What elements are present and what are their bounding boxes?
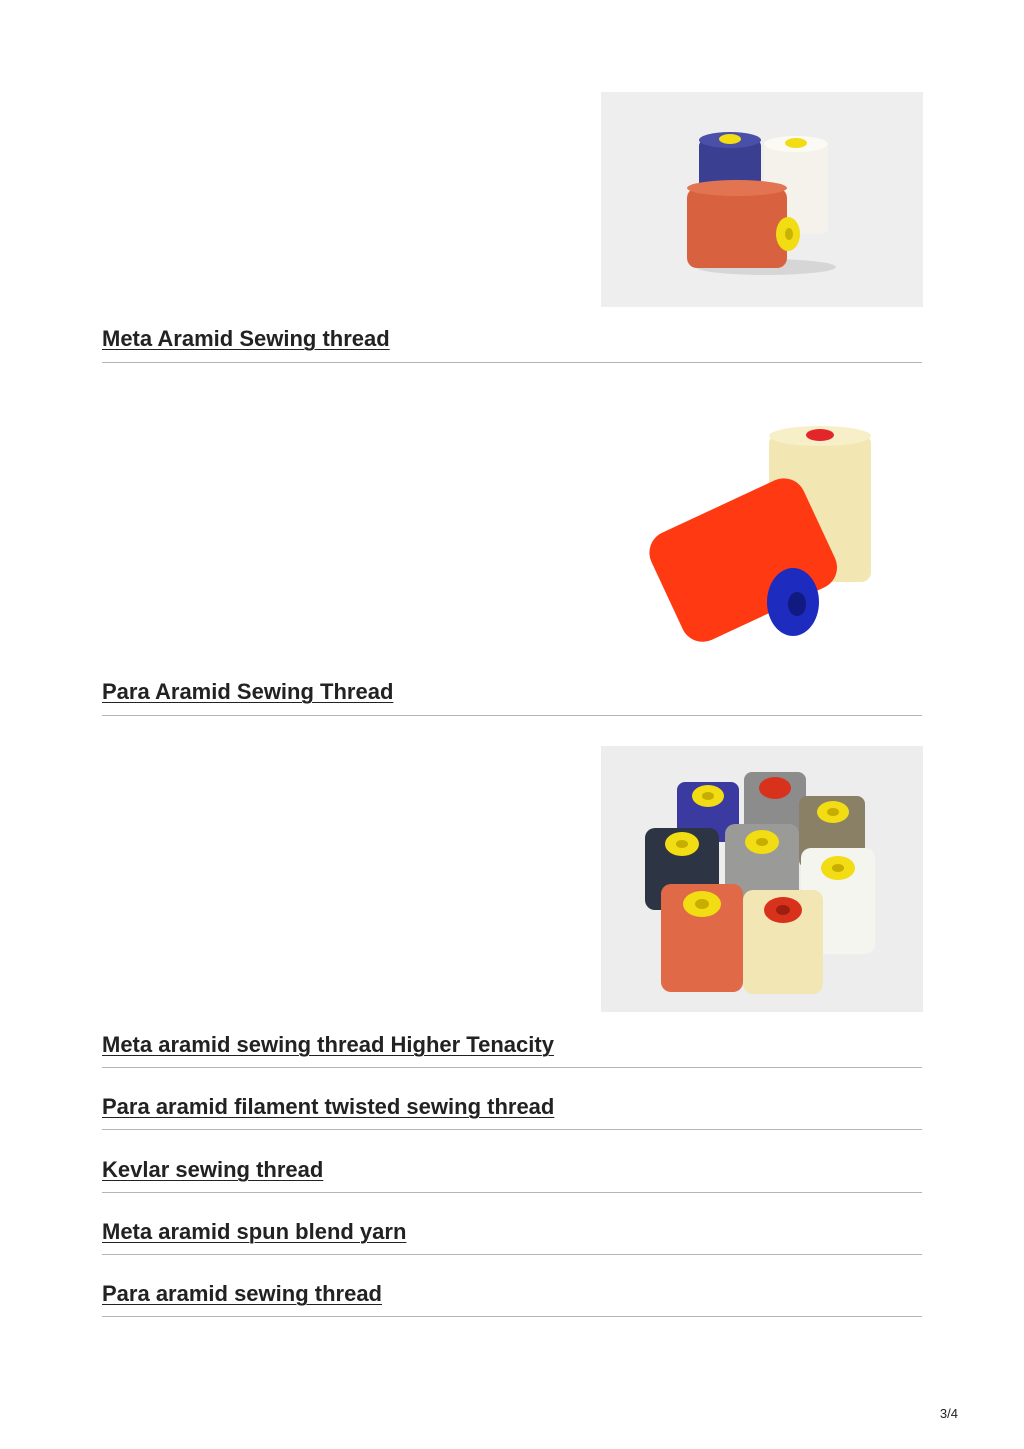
product-link-row — [102, 679, 922, 716]
link-kevlar-sewing-thread[interactable]: Kevlar sewing thread — [102, 1157, 324, 1182]
product-image-para-aramid[interactable] — [601, 420, 923, 670]
link-meta-aramid-spun-blend-yarn[interactable]: Meta aramid spun blend yarn — [102, 1219, 407, 1244]
product-link-para-aramid-sewing-thread[interactable]: Para Aramid Sewing Thread — [102, 679, 394, 704]
link-row — [102, 1281, 922, 1317]
page-number: 3/4 — [939, 1406, 958, 1421]
link-row — [102, 1157, 922, 1193]
link-row — [102, 1219, 922, 1255]
thread-spools-image — [601, 420, 923, 670]
link-para-aramid-sewing-thread[interactable]: Para aramid sewing thread — [102, 1281, 382, 1306]
product-link-meta-aramid-higher-tenacity[interactable]: Meta aramid sewing thread Higher Tenacity — [102, 1032, 554, 1057]
product-image-meta-aramid[interactable] — [601, 92, 923, 307]
product-link-meta-aramid-sewing-thread[interactable]: Meta Aramid Sewing thread — [102, 326, 390, 351]
product-link-row — [102, 326, 922, 363]
thread-spools-image — [601, 92, 923, 307]
link-para-aramid-filament-twisted[interactable]: Para aramid filament twisted sewing thread — [102, 1094, 555, 1119]
link-row — [102, 1094, 922, 1130]
product-image-meta-aramid-higher-tenacity[interactable] — [601, 746, 923, 1012]
thread-spools-image — [601, 746, 923, 1012]
product-link-row — [102, 1032, 922, 1068]
